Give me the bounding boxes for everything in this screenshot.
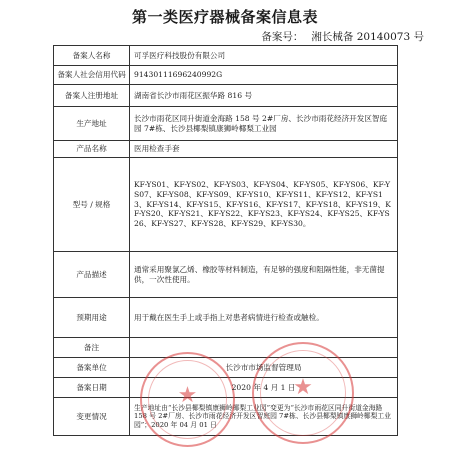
row-model-spec [54,158,398,252]
document-title: 第一类医疗器械备案信息表 [131,8,318,26]
value-model-spec: KF-YS01、KF-YS02、KF-YS03、KF-YS04、KF-YS05、KF-YS06、KF-YS07、KF-YS08、KF-YS09、KF-YS10、KF-YS11、KF-YS12、KF-YS13、KF-YS14、KF-YS15、KF-YS16、KF-YS17、KF-YS18、KF-YS19、KF-YS20、KF-YS21、KF-YS22、KF-YS23、KF-YS24、KF-YS25、KF-YS26、KF-YS27、KF-YS28、KF-YS29、KF-YS30。 [130,158,398,252]
seal-star-icon: ★ [293,375,313,401]
value-filing-unit-cell [130,358,398,378]
row-description [54,252,398,298]
row-applicant-name [54,46,398,66]
value-registered-address: 湖南省长沙市雨花区振华路 816 号 [130,85,398,107]
record-number-label: 备案号： [261,31,304,43]
row-filing-date [54,378,398,398]
value-remarks [130,338,398,358]
filing-info-table [53,45,398,436]
row-production-address [54,107,398,141]
record-number [261,29,424,44]
label-credit-code: 备案人社会信用代码 [54,66,130,85]
row-product-name [54,141,398,158]
row-credit-code [54,66,398,85]
label-intended-use: 预期用途 [54,298,130,338]
value-description: 通常采用聚氯乙烯、橡胶等材料制造，有足够的强度和阻隔性能，非无菌提供，一次性使用。 [130,252,398,298]
label-model-spec: 型号 / 规格 [54,158,130,252]
seal-star-icon: ★ [177,382,198,408]
row-filing-unit [54,358,398,378]
value-intended-use: 用于戴在医生手上或手指上对患者病情进行检查或触检。 [130,298,398,338]
row-change-info [54,398,398,436]
value-applicant-name: 可孚医疗科技股份有限公司 [130,46,398,66]
value-credit-code: 91430111696240992G [130,66,398,85]
value-filing-date-cell [130,375,398,401]
label-description: 产品描述 [54,252,130,298]
row-remarks [54,338,398,358]
label-change-info: 变更情况 [54,398,130,436]
label-remarks: 备注 [54,338,130,358]
label-production-address: 生产地址 [54,107,130,141]
label-registered-address: 备案人注册地址 [54,85,130,107]
record-number-value: 湘长械备 20140073 号 [311,31,424,43]
value-filing-date: 2020 年 4 月 1 日 [231,382,296,392]
value-production-address: 长沙市雨花区同升街道金海路 158 号 2#厂房、长沙市雨花经济开发区智庭园 7#栋、长沙县椰梨镇康狮岭椰梨工业园 [130,107,398,141]
label-product-name: 产品名称 [54,141,130,158]
row-intended-use [54,298,398,338]
row-registered-address [54,85,398,107]
label-applicant-name: 备案人名称 [54,46,130,66]
value-product-name: 医用检查手套 [130,141,398,158]
value-filing-unit: 长沙市市场监督管理局 [225,362,302,372]
value-change-info: 生产地址由“长沙县椰梨镇康狮岭椰梨工业园”变更为“长沙市雨花区同升街道金海路 158 号 2#厂房、长沙市雨花经济开发区智庭园 7#栋、长沙县椰梨镇康狮岭椰梨工业园”；2020 年 04 月 01 日 [130,398,398,436]
label-filing-unit: 备案单位 [54,358,130,378]
label-filing-date: 备案日期 [54,378,130,398]
